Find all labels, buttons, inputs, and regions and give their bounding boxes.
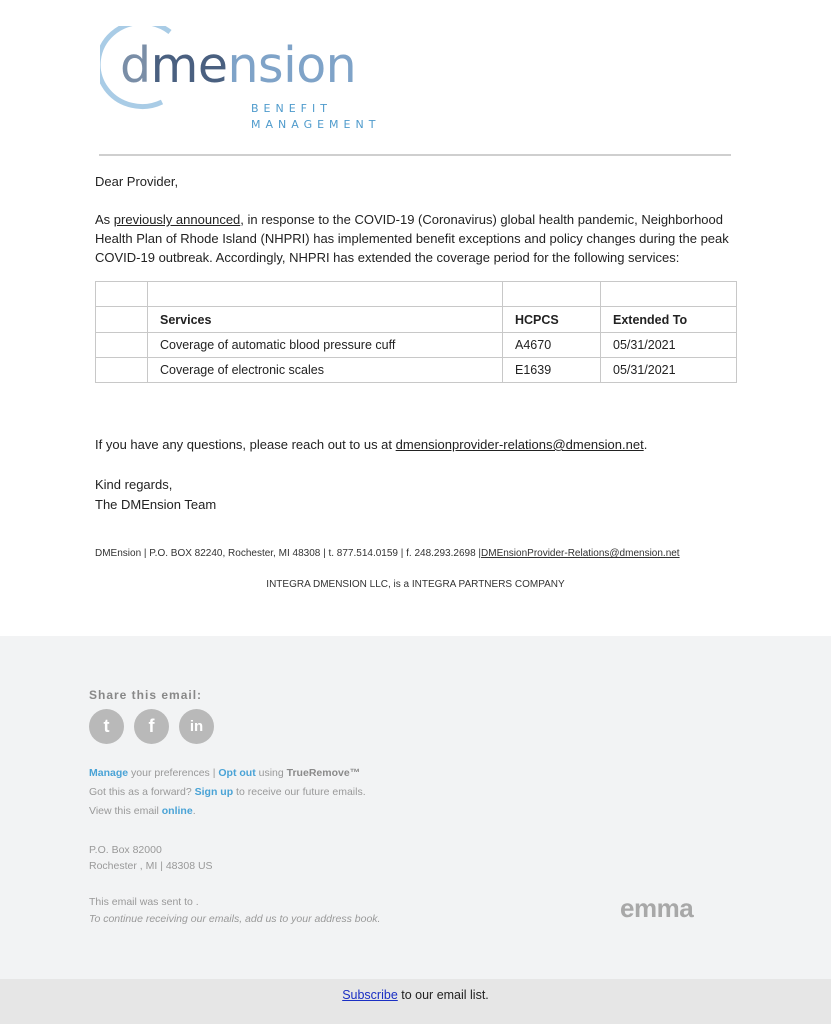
footer-address-2: Rochester , MI | 48308 US — [89, 860, 213, 872]
date-cell: 05/31/2021 — [601, 333, 737, 358]
address-book-line: To continue receiving our emails, add us to your address book. — [89, 913, 381, 925]
online-link[interactable]: online — [161, 805, 193, 817]
services-table — [95, 281, 737, 383]
signature: The DMEnsion Team — [95, 497, 217, 512]
company-line: INTEGRA DMENSION LLC, is a INTEGRA PARTNERS COMPANY — [266, 579, 565, 590]
opt-out-link[interactable]: Opt out — [218, 767, 256, 779]
view-online-line: View this email online. — [89, 805, 196, 817]
footer-address-1: P.O. Box 82000 — [89, 844, 162, 856]
emma-logo[interactable]: emma — [620, 893, 694, 923]
logo-tagline-2: MANAGEMENT — [251, 118, 381, 131]
header-services: Services — [148, 307, 503, 333]
hcpcs-cell: E1639 — [503, 358, 601, 383]
table-row — [96, 333, 737, 358]
header-divider — [99, 154, 731, 156]
announcement-paragraph: As previously announced, in response to the COVID-19 (Coronavirus) global health pandemic, Neighborhood Health Plan of Rhode Island (NHPRI) has implemented benefit exceptions and policy changes during the peak COVID-19 outbreak. Accordingly, NHPRI has extended the coverage period for the following services: — [95, 212, 729, 265]
table-header-row — [96, 307, 737, 333]
header-hcpcs: HCPCS — [503, 307, 601, 333]
service-cell: Coverage of automatic blood pressure cuff — [148, 333, 503, 358]
closing: Kind regards, — [95, 477, 173, 492]
contact-line: DMEnsion | P.O. BOX 82240, Rochester, MI 48308 | t. 877.514.0159 | f. 248.293.2698 |DMEnsionProvider-Relations@dmension.net — [95, 548, 680, 559]
table-row — [96, 358, 737, 383]
dmension-logo — [100, 26, 410, 136]
manage-link[interactable]: Manage — [89, 767, 129, 779]
previously-announced-link[interactable]: previously announced — [113, 212, 241, 227]
date-cell: 05/31/2021 — [601, 358, 737, 383]
questions-line: If you have any questions, please reach out to us at dmensionprovider-relations@dmension.net. — [95, 437, 648, 452]
forward-line: Got this as a forward? Sign up to receive our future emails. — [89, 786, 366, 798]
hcpcs-cell: A4670 — [503, 333, 601, 358]
sent-to-line: This email was sent to . — [89, 896, 199, 908]
header-extended-to: Extended To — [601, 307, 737, 333]
share-label: Share this email: — [89, 688, 203, 702]
subscribe-link[interactable]: Subscribe — [342, 988, 398, 1002]
preferences-line: Manage your preferences | Opt out using TrueRemove™ — [89, 767, 361, 779]
table-spacer-row — [96, 282, 737, 307]
service-cell: Coverage of electronic scales — [148, 358, 503, 383]
greeting: Dear Provider, — [95, 174, 179, 189]
sign-up-link[interactable]: Sign up — [194, 786, 234, 798]
contact-email-link[interactable]: DMEnsionProvider-Relations@dmension.net — [481, 548, 680, 559]
provider-relations-email-link[interactable]: dmensionprovider-relations@dmension.net — [395, 437, 644, 452]
facebook-icon[interactable]: f — [134, 709, 169, 744]
trueremove-label: TrueRemove™ — [286, 767, 361, 779]
logo-tagline-1: BENEFIT — [251, 102, 332, 115]
twitter-icon[interactable]: t — [89, 709, 124, 744]
subscribe-line: Subscribe to our email list. — [342, 988, 489, 1002]
linkedin-icon[interactable]: in — [179, 709, 214, 744]
logo-wordmark: dmension — [120, 37, 357, 94]
